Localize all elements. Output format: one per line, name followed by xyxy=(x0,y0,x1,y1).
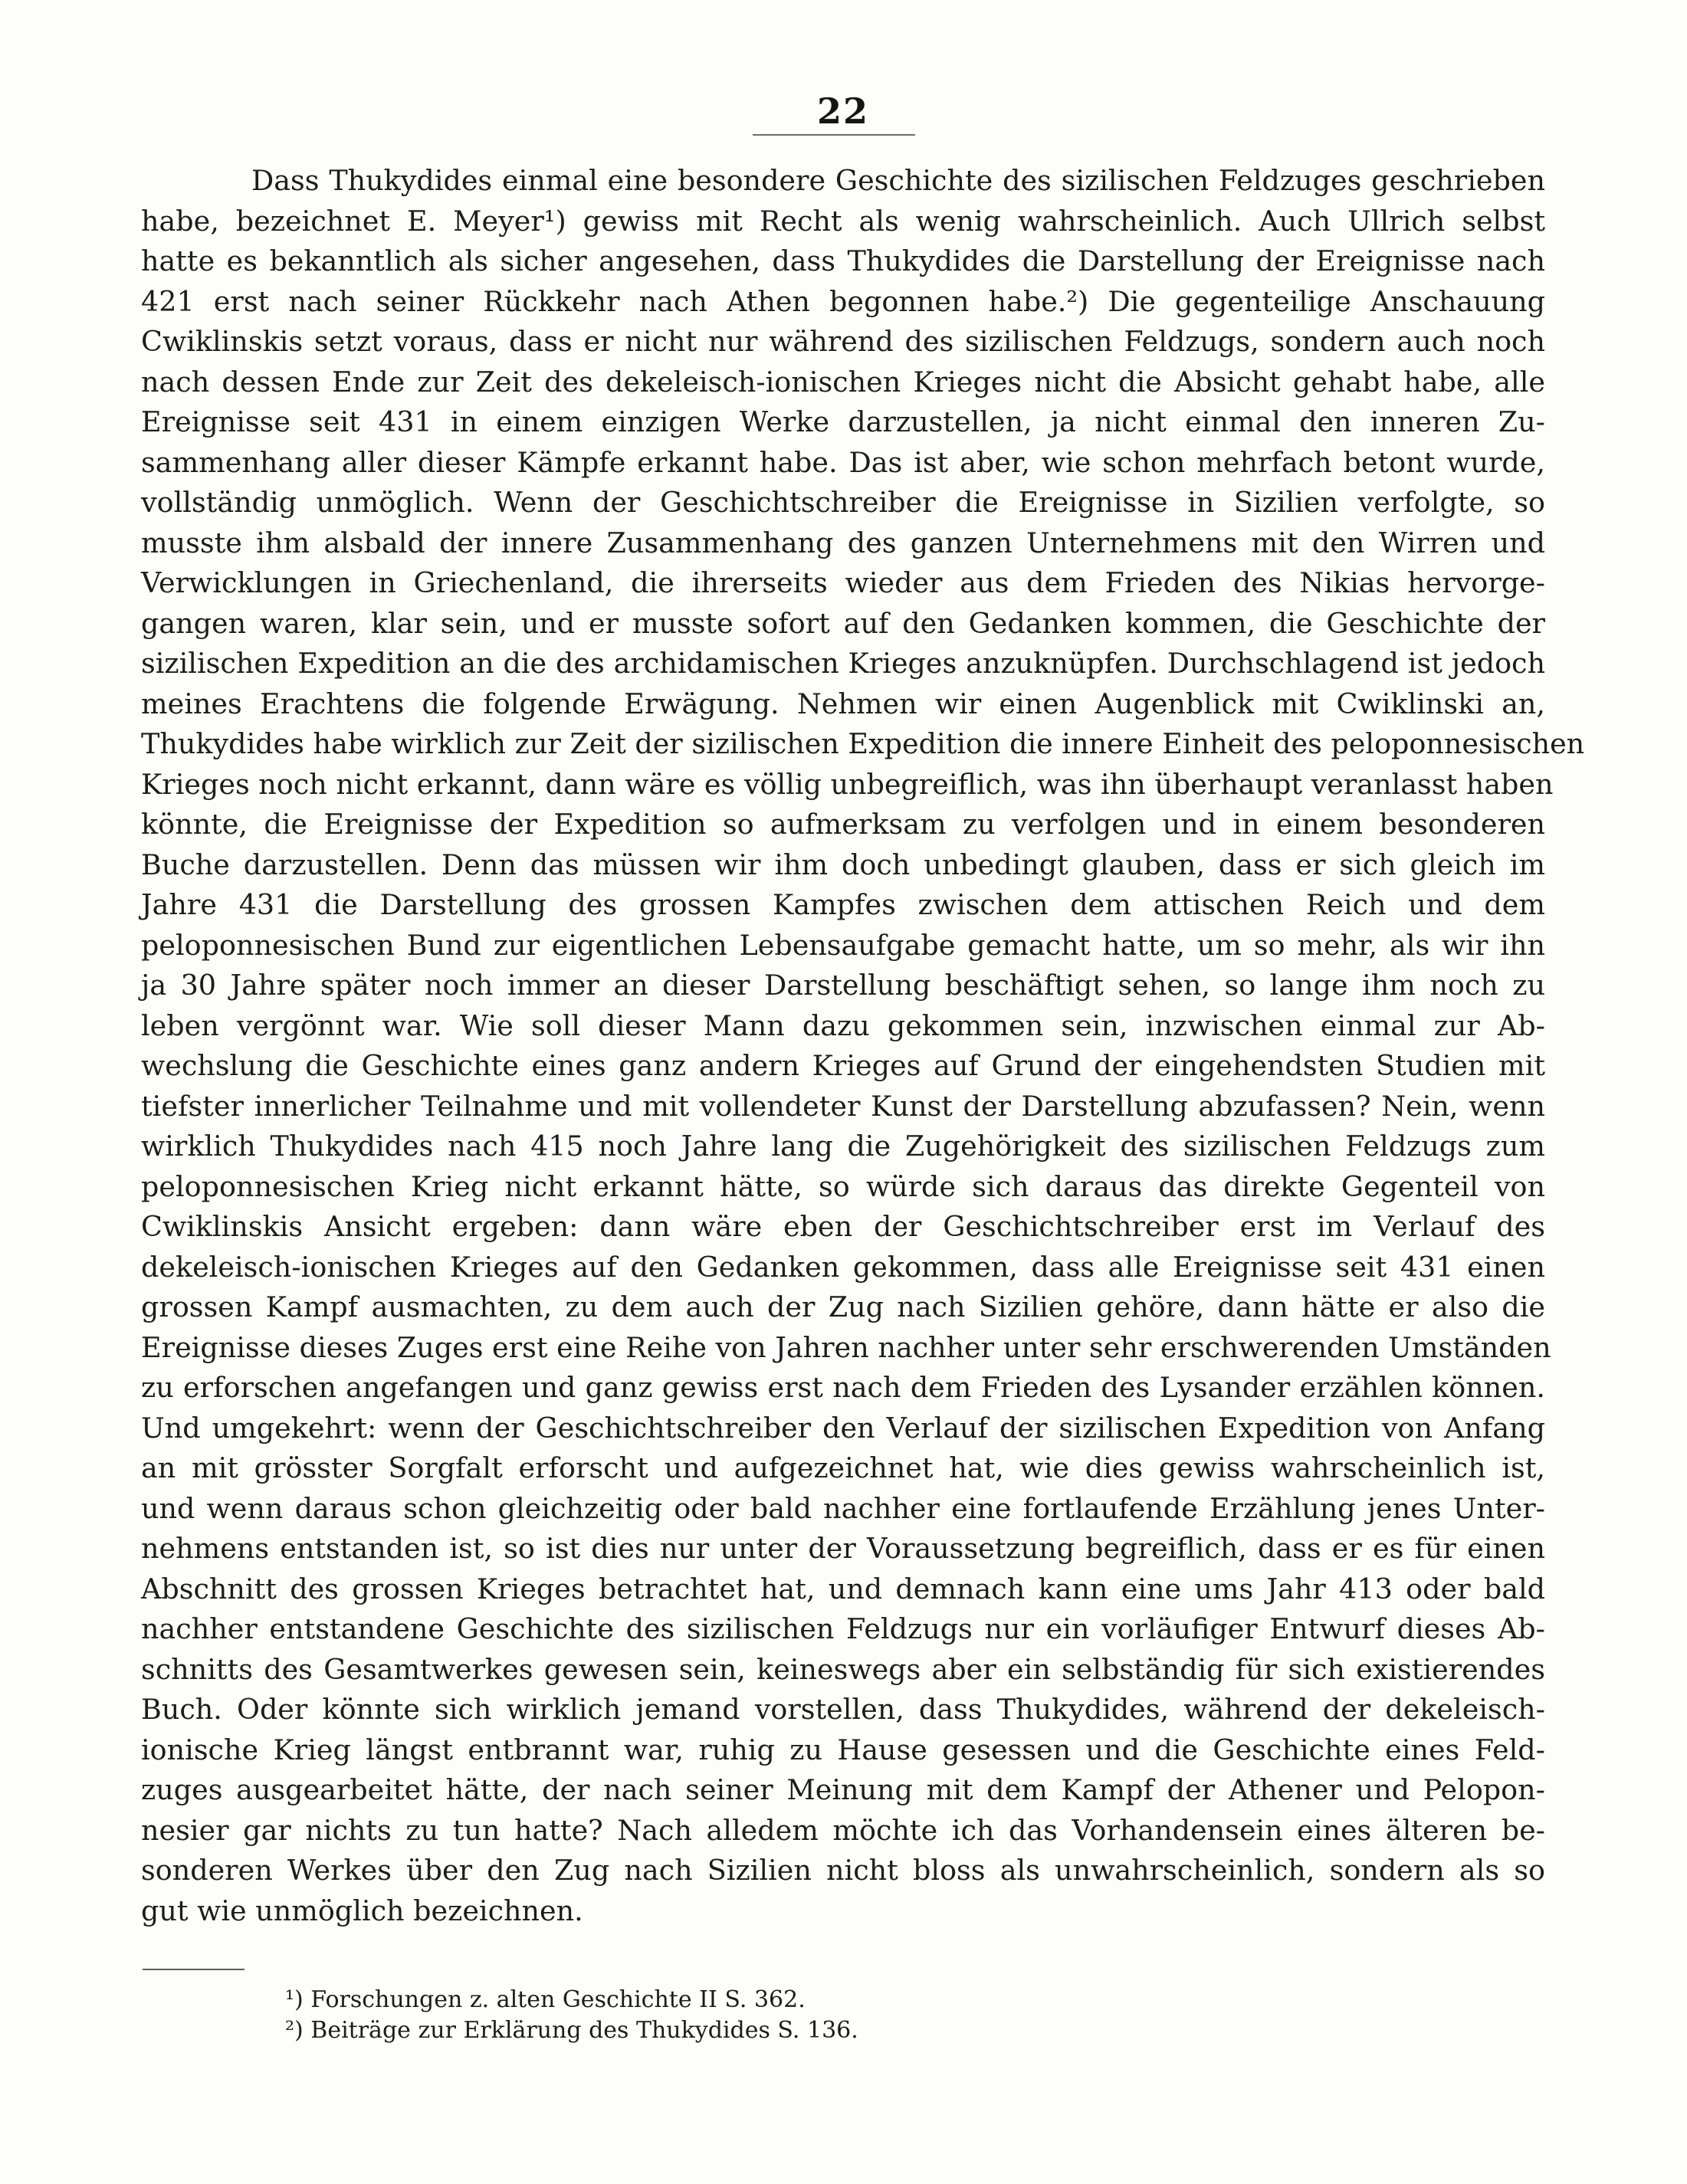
text-line: Krieges noch nicht erkannt, dann wäre es völlig unbegreiflich, was ihn überhaupt veranlasst haben xyxy=(141,767,1554,801)
text-line: gut wie unmöglich bezeichnen. xyxy=(141,1894,583,1927)
text-line: Ereignisse seit 431 in einem einzigen Werke darzustellen, ja nicht einmal den inneren Zu- xyxy=(141,405,1545,438)
body-paragraph xyxy=(141,161,1585,1931)
text-line: meines Erachtens die folgende Erwägung. Nehmen wir einen Augenblick mit Cwiklinski an, xyxy=(141,687,1545,720)
text-line: ionische Krieg längst entbrannt war, ruhig zu Hause gesessen und die Geschichte eines Feld- xyxy=(141,1733,1545,1766)
text-line: nachher entstandene Geschichte des sizilischen Feldzugs nur ein vorläufiger Entwurf dieses Ab- xyxy=(141,1612,1545,1645)
text-line: tiefster innerlicher Teilnahme und mit vollendeter Kunst der Darstellung abzufassen? Nein, wenn xyxy=(141,1089,1545,1123)
text-line: Buche darzustellen. Denn das müssen wir ihm doch unbedingt glauben, dass er sich gleich im xyxy=(141,848,1545,881)
header-rule xyxy=(753,134,915,136)
text-line: nach dessen Ende zur Zeit des dekeleisch-ionischen Krieges nicht die Absicht gehabt habe, alle xyxy=(141,365,1545,398)
text-line: Thukydides habe wirklich zur Zeit der sizilischen Expedition die innere Einheit des peloponnesischen xyxy=(141,727,1585,760)
text-line: sammenhang aller dieser Kämpfe erkannt habe. Das ist aber, wie schon mehrfach betont wurde, xyxy=(141,445,1545,479)
page-number: 22 xyxy=(816,90,869,132)
text-line: und wenn daraus schon gleichzeitig oder bald nachher eine fortlaufende Erzählung jenes Unter- xyxy=(141,1491,1545,1525)
text-line: Dass Thukydides einmal eine besondere Geschichte des sizilischen Feldzuges geschrieben xyxy=(251,164,1545,197)
text-line: wirklich Thukydides nach 415 noch Jahre lang die Zugehörigkeit des sizilischen Feldzugs zum xyxy=(141,1130,1545,1163)
text-line: Und umgekehrt: wenn der Geschichtschreiber den Verlauf der sizilischen Expedition von Anfang xyxy=(141,1411,1545,1445)
text-line: zuges ausgearbeitet hätte, der nach seiner Meinung mit dem Kampf der Athener und Pelopon- xyxy=(141,1773,1545,1806)
text-line: ja 30 Jahre später noch immer an dieser Darstellung beschäftigt sehen, so lange ihm noch zu xyxy=(141,969,1545,1002)
text-line: schnitts des Gesamtwerkes gewesen sein, keineswegs aber ein selbständig für sich existierendes xyxy=(141,1652,1545,1686)
text-line: an mit grösster Sorgfalt erforscht und aufgezeichnet hat, wie dies gewiss wahrscheinlich ist, xyxy=(141,1451,1545,1484)
text-line: habe, bezeichnet E. Meyer¹) gewiss mit Recht als wenig wahrscheinlich. Auch Ullrich selbst xyxy=(141,204,1545,238)
footnotes xyxy=(285,1985,975,2046)
text-line: wechslung die Geschichte eines ganz andern Krieges auf Grund der eingehendsten Studien mit xyxy=(141,1049,1545,1082)
text-line: grossen Kampf ausmachten, zu dem auch der Zug nach Sizilien gehöre, dann hätte er also die xyxy=(141,1290,1545,1323)
text-line: leben vergönnt war. Wie soll dieser Mann dazu gekommen sein, inzwischen einmal zur Ab- xyxy=(141,1008,1545,1042)
text-line: sonderen Werkes über den Zug nach Sizilien nicht bloss als unwahrscheinlich, sondern als so xyxy=(141,1854,1545,1887)
text-line: vollständig unmöglich. Wenn der Geschichtschreiber die Ereignisse in Sizilien verfolgte, so xyxy=(141,486,1545,519)
text-line: nehmens entstanden ist, so ist dies nur unter der Voraussetzung begreiflich, dass er es für einen xyxy=(141,1532,1545,1565)
text-line: dekeleisch-ionischen Krieges auf den Gedanken gekommen, dass alle Ereignisse seit 431 einen xyxy=(141,1250,1545,1284)
text-line: Buch. Oder könnte sich wirklich jemand vorstellen, dass Thukydides, während der dekeleisch- xyxy=(141,1693,1545,1726)
footnote: ¹) Forschungen z. alten Geschichte II S. 362. xyxy=(285,1986,806,2013)
text-line: nesier gar nichts zu tun hatte? Nach alledem möchte ich das Vorhandensein eines älteren be- xyxy=(141,1813,1545,1847)
footnote-rule xyxy=(143,1969,245,1970)
text-line: Verwicklungen in Griechenland, die ihrerseits wieder aus dem Frieden des Nikias hervorge- xyxy=(141,566,1545,599)
text-line: peloponnesischen Bund zur eigentlichen Lebensaufgabe gemacht hatte, um so mehr, als wir ihn xyxy=(141,928,1545,962)
text-line: Jahre 431 die Darstellung des grossen Kampfes zwischen dem attischen Reich und dem xyxy=(141,888,1545,921)
text-line: 421 erst nach seiner Rückkehr nach Athen begonnen habe.²) Die gegenteilige Anschauung xyxy=(141,284,1545,318)
text-line: hatte es bekanntlich als sicher angesehen, dass Thukydides die Darstellung der Ereignisse nach xyxy=(141,244,1545,277)
text-line: gangen waren, klar sein, und er musste sofort auf den Gedanken kommen, die Geschichte der xyxy=(141,606,1545,640)
footnote: ²) Beiträge zur Erklärung des Thukydides S. 136. xyxy=(285,2017,858,2044)
text-line: sizilischen Expedition an die des archidamischen Krieges anzuknüpfen. Durchschlagend ist jedoch xyxy=(141,647,1545,680)
text-line: Ereignisse dieses Zuges erst eine Reihe von Jahren nachher unter sehr erschwerenden Umständen xyxy=(141,1330,1551,1364)
text-line: musste ihm alsbald der innere Zusammenhang des ganzen Unternehmens mit den Wirren und xyxy=(141,526,1545,559)
text-line: Cwiklinskis setzt voraus, dass er nicht nur während des sizilischen Feldzugs, sondern auch noch xyxy=(141,325,1545,358)
text-line: peloponnesischen Krieg nicht erkannt hätte, so würde sich daraus das direkte Gegenteil von xyxy=(141,1169,1545,1203)
text-line: zu erforschen angefangen und ganz gewiss erst nach dem Frieden des Lysander erzählen können. xyxy=(141,1371,1545,1404)
text-line: Abschnitt des grossen Krieges betrachtet hat, und demnach kann eine ums Jahr 413 oder bald xyxy=(141,1572,1545,1605)
text-line: könnte, die Ereignisse der Expedition so aufmerksam zu verfolgen und in einem besonderen xyxy=(141,808,1545,841)
text-line: Cwiklinskis Ansicht ergeben: dann wäre eben der Geschichtschreiber erst im Verlauf des xyxy=(141,1210,1545,1243)
